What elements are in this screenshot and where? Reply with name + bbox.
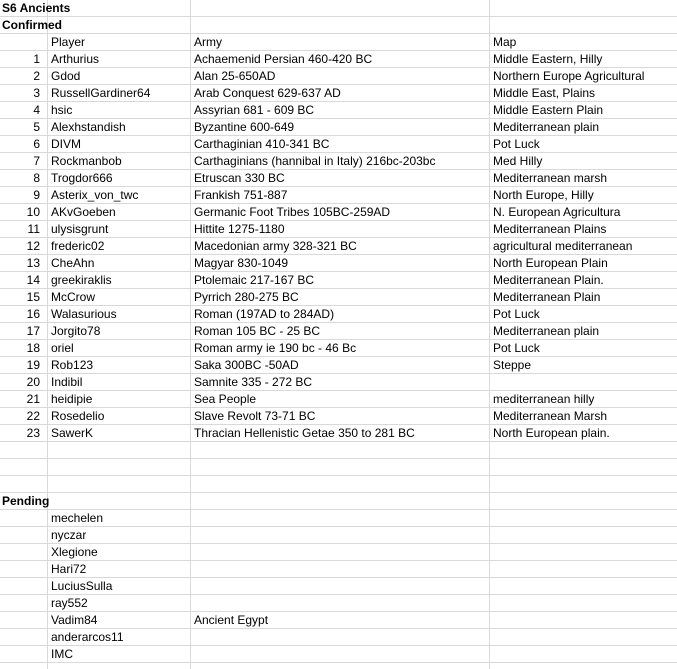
map-cell[interactable]: North European Plain [493,256,608,270]
player-cell[interactable]: frederic02 [51,239,105,253]
army-cell[interactable]: Assyrian 681 - 609 BC [194,103,315,117]
map-cell[interactable]: Mediterranean Plain [493,290,601,304]
player-cell[interactable]: greekiraklis [51,273,112,287]
header-army[interactable]: Army [194,35,222,49]
pending-army-cell[interactable] [194,578,488,594]
pending-player-cell[interactable]: nyczar [51,528,87,542]
map-cell[interactable]: Middle Eastern, Hilly [493,52,603,66]
row-number-cell[interactable]: 22 [26,409,40,423]
row-number-cell[interactable]: 18 [26,341,40,355]
army-cell[interactable]: Germanic Foot Tribes 105BC-259AD [194,205,391,219]
header-map[interactable]: Map [493,35,517,49]
pending-player-cell[interactable]: LuciusSulla [51,579,113,593]
table-row [0,170,677,187]
row-number-cell[interactable]: 3 [33,86,40,100]
row-number-cell[interactable]: 2 [33,69,40,83]
pending-player-cell[interactable]: ray552 [51,596,88,610]
row-number-cell[interactable]: 23 [26,426,40,440]
map-cell[interactable]: Pot Luck [493,307,540,321]
table-row [0,374,677,391]
player-cell[interactable]: Walasurious [51,307,117,321]
row-number-cell[interactable]: 9 [33,188,40,202]
player-cell[interactable]: Indibil [51,375,83,389]
army-cell[interactable]: Arab Conquest 629-637 AD [194,86,341,100]
army-cell[interactable]: Thracian Hellenistic Getae 350 to 281 BC [194,426,415,440]
player-cell[interactable]: heidipie [51,392,93,406]
army-cell[interactable]: Roman 105 BC - 25 BC [194,324,321,338]
player-cell[interactable]: Alexhstandish [51,120,126,134]
table-row [0,85,677,102]
row-number-cell[interactable]: 20 [26,375,40,389]
table-row [0,595,677,612]
table-row [0,51,677,68]
header-row [0,34,677,51]
table-row [0,238,677,255]
map-cell[interactable]: Northern Europe Agricultural [493,69,645,83]
player-cell[interactable]: Rosedelio [51,409,105,423]
army-cell[interactable]: Slave Revolt 73-71 BC [194,409,316,423]
pending-player-cell[interactable]: anderarcos11 [51,630,124,644]
player-cell[interactable]: Rockmanbob [51,154,122,168]
army-cell[interactable]: Macedonian army 328-321 BC [194,239,357,253]
map-cell[interactable]: Steppe [493,358,532,372]
section-row-confirmed [0,17,677,34]
army-cell[interactable]: Achaemenid Persian 460-420 BC [194,52,373,66]
player-cell[interactable]: CheAhn [51,256,95,270]
row-number-cell[interactable]: 15 [26,290,40,304]
table-row [0,119,677,136]
table-row [0,340,677,357]
table-row [0,255,677,272]
table-row [0,544,677,561]
row-number-cell[interactable]: 13 [26,256,40,270]
player-cell[interactable]: oriel [51,341,74,355]
pending-player-cell[interactable]: Xlegione [51,545,98,559]
sheet-title[interactable]: S6 Ancients [2,1,71,15]
map-cell[interactable]: Mediterranean marsh [493,171,608,185]
pending-player-cell[interactable]: Vadim84 [51,613,98,627]
title-row [0,0,677,17]
table-row [0,272,677,289]
row-number-cell[interactable]: 5 [33,120,40,134]
player-cell[interactable]: ulysisgrunt [51,222,109,236]
table-row [0,561,677,578]
map-cell[interactable]: mediterranean hilly [493,392,595,406]
map-cell[interactable]: N. European Agricultura [493,205,621,219]
pending-section-label[interactable]: Pending [2,494,50,508]
table-row [0,68,677,85]
row-number-cell[interactable]: 10 [26,205,40,219]
pending-army-cell[interactable] [194,595,488,611]
row-number-cell[interactable]: 17 [26,324,40,338]
pending-army-cell[interactable] [194,561,488,577]
table-row [0,102,677,119]
empty-row [0,476,677,493]
player-cell[interactable]: hsic [51,103,73,117]
map-cell[interactable]: Mediterranean plain [493,120,600,134]
row-number-cell[interactable]: 16 [26,307,40,321]
map-cell[interactable]: Mediterranean plain [493,324,600,338]
table-row [0,204,677,221]
player-cell[interactable]: DIVM [51,137,81,151]
table-row [0,153,677,170]
army-cell[interactable]: Frankish 751-887 [194,188,288,202]
pending-army-cell[interactable] [194,527,488,543]
row-number-cell[interactable]: 6 [33,137,40,151]
army-cell[interactable]: Hittite 1275-1180 [194,222,285,236]
pending-army-cell[interactable] [194,646,488,662]
map-cell[interactable]: Mediterranean Plain. [493,273,604,287]
pending-army-cell[interactable]: Ancient Egypt [194,613,269,627]
row-number-cell[interactable]: 8 [33,171,40,185]
pending-player-cell[interactable]: IMC [51,647,73,661]
army-cell[interactable]: Ptolemaic 217-167 BC [194,273,315,287]
row-number-cell[interactable]: 11 [27,222,40,236]
map-cell[interactable]: Pot Luck [493,341,540,355]
army-cell[interactable]: Sea People [194,392,257,406]
table-row [0,187,677,204]
row-number-cell[interactable]: 12 [26,239,40,253]
table-row [0,408,677,425]
table-row [0,136,677,153]
map-cell[interactable]: Middle East, Plains [493,86,596,100]
table-row [0,510,677,527]
army-cell[interactable]: Carthaginians (hannibal in Italy) 216bc-203bc [194,154,436,168]
table-row [0,527,677,544]
army-cell[interactable]: Carthaginian 410-341 BC [194,137,330,151]
table-row [0,425,677,442]
map-cell[interactable]: Mediterranean Marsh [493,409,608,423]
army-cell[interactable]: Etruscan 330 BC [194,171,285,185]
table-row [0,289,677,306]
table-row [0,221,677,238]
pending-army-cell[interactable] [194,544,488,560]
table-row [0,646,677,663]
table-row [0,357,677,374]
player-cell[interactable]: Rob123 [51,358,94,372]
row-number-cell[interactable]: 7 [33,154,40,168]
table-row [0,629,677,646]
table-row [0,578,677,595]
player-cell[interactable]: Arthurius [51,52,100,66]
table-row [0,612,677,629]
army-cell[interactable]: Roman (197AD to 284AD) [194,307,335,321]
player-cell[interactable]: Trogdor666 [51,171,113,185]
empty-row [0,442,677,459]
army-cell[interactable]: Pyrrich 280-275 BC [194,290,299,304]
row-number-cell[interactable]: 21 [26,392,40,406]
map-cell[interactable] [493,374,677,390]
player-cell[interactable]: RussellGardiner64 [51,86,151,100]
army-cell[interactable]: Alan 25-650AD [194,69,276,83]
player-cell[interactable]: SawerK [51,426,94,440]
row-number-cell[interactable]: 19 [26,358,40,372]
player-cell[interactable]: Asterix_von_twc [51,188,139,202]
player-cell[interactable]: Jorgito78 [51,324,101,338]
confirmed-section-label[interactable]: Confirmed [2,18,62,32]
army-cell[interactable]: Roman army ie 190 bc - 46 Bc [194,341,357,355]
player-cell[interactable]: AKvGoeben [51,205,116,219]
row-number-cell[interactable]: 14 [26,273,40,287]
army-cell[interactable]: Byzantine 600-649 [194,120,295,134]
map-cell[interactable]: agricultural mediterranean [493,239,633,253]
empty-row [0,459,677,476]
pending-player-cell[interactable]: Hari72 [51,562,87,576]
pending-army-cell[interactable] [194,510,488,526]
header-player[interactable]: Player [51,35,86,49]
map-cell[interactable]: North Europe, Hilly [493,188,594,202]
row-number-cell[interactable]: 1 [33,52,40,66]
table-row [0,306,677,323]
army-cell[interactable]: Magyar 830-1049 [194,256,289,270]
map-cell[interactable]: Med Hilly [493,154,543,168]
table-row [0,323,677,340]
map-cell[interactable]: Mediterranean Plains [493,222,607,236]
army-cell[interactable]: Saka 300BC -50AD [194,358,299,372]
player-cell[interactable]: McCrow [51,290,95,304]
map-cell[interactable]: Pot Luck [493,137,540,151]
map-cell[interactable]: North European plain. [493,426,610,440]
table-row [0,391,677,408]
map-cell[interactable]: Middle Eastern Plain [493,103,604,117]
army-cell[interactable]: Samnite 335 - 272 BC [194,375,313,389]
row-number-cell[interactable]: 4 [33,103,40,117]
pending-army-cell[interactable] [194,629,488,645]
pending-player-cell[interactable]: mechelen [51,511,104,525]
section-row-pending [0,493,677,510]
player-cell[interactable]: Gdod [51,69,81,83]
